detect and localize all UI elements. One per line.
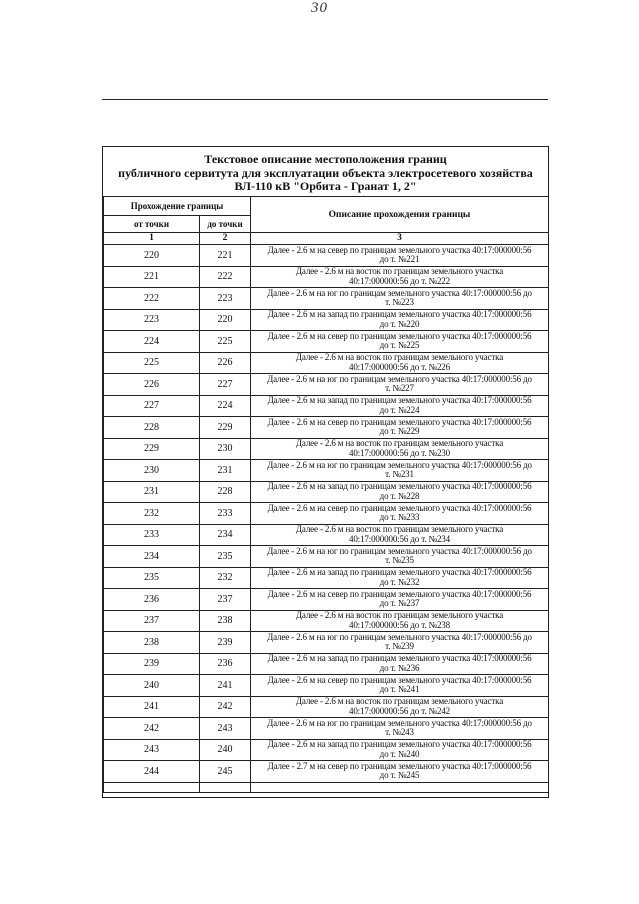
description-line-2: 40:17:000000:56 до т. №226 <box>348 361 451 372</box>
description-line-1: Далее - 2.6 м на запад по границам земельного участка 40:17:000000:56 <box>267 481 532 492</box>
to-point-cell: 235 <box>200 546 251 568</box>
description-line-2: до т. №237 <box>379 598 420 609</box>
description-cell <box>251 761 549 783</box>
description-cell <box>251 374 549 396</box>
description-line-1: Далее - 2.6 м на юг по границам земельного участка 40:17:000000:56 до <box>267 459 532 470</box>
description-line-2: т. №231 <box>385 469 414 480</box>
title-line-1: Текстовое описание местоположения границ <box>204 152 447 166</box>
description-line-2: т. №243 <box>385 727 414 738</box>
description-line-1: Далее - 2.6 м на север по границам земельного участка 40:17:000000:56 <box>267 588 532 599</box>
to-point-cell: 231 <box>200 460 251 482</box>
table-row <box>104 481 549 503</box>
description-cell <box>251 524 549 546</box>
description-line-1: Далее - 2.6 м на восток по границам земельного участка <box>295 610 504 621</box>
from-point-cell: 220 <box>104 245 200 267</box>
description-line-1: Далее - 2.6 м на запад по границам земельного участка 40:17:000000:56 <box>267 567 532 578</box>
description-cell <box>251 589 549 611</box>
description-line-1: Далее - 2.6 м на восток по границам земельного участка <box>295 266 504 277</box>
table-row <box>104 524 549 546</box>
column-number-3: 3 <box>251 233 549 245</box>
description-line-2: до т. №225 <box>379 340 420 351</box>
to-point-cell: 245 <box>200 761 251 783</box>
from-point-cell: 227 <box>104 395 200 417</box>
description-cell <box>251 331 549 353</box>
to-point-cell: 236 <box>200 653 251 675</box>
description-cell <box>251 610 549 632</box>
from-point-cell: 240 <box>104 675 200 697</box>
from-point-cell: 225 <box>104 352 200 374</box>
description-cell <box>251 417 549 439</box>
empty-cell <box>104 782 200 792</box>
empty-cell <box>200 782 251 792</box>
description-line-2: до т. №245 <box>379 770 420 781</box>
from-point-cell: 229 <box>104 438 200 460</box>
description-line-1: Далее - 2.6 м на юг по границам земельного участка 40:17:000000:56 до <box>267 287 532 298</box>
to-point-cell: 240 <box>200 739 251 761</box>
from-point-cell: 222 <box>104 288 200 310</box>
description-line-2: до т. №221 <box>379 254 420 265</box>
from-point-cell: 233 <box>104 524 200 546</box>
table-row <box>104 632 549 654</box>
from-point-cell: 226 <box>104 374 200 396</box>
description-line-1: Далее - 2.6 м на юг по границам земельного участка 40:17:000000:56 до <box>267 545 532 556</box>
header-to-point: до точки <box>200 216 251 233</box>
description-line-1: Далее - 2.6 м на юг по границам земельного участка 40:17:000000:56 до <box>267 631 532 642</box>
description-cell <box>251 718 549 740</box>
table-row <box>104 675 549 697</box>
to-point-cell: 223 <box>200 288 251 310</box>
from-point-cell: 241 <box>104 696 200 718</box>
description-line-1: Далее - 2.6 м на север по границам земельного участка 40:17:000000:56 <box>267 330 532 341</box>
from-point-cell: 242 <box>104 718 200 740</box>
from-point-cell: 235 <box>104 567 200 589</box>
to-point-cell: 220 <box>200 309 251 331</box>
description-line-1: Далее - 2.6 м на север по границам земельного участка 40:17:000000:56 <box>267 416 532 427</box>
description-line-2: т. №235 <box>385 555 414 566</box>
from-point-cell: 238 <box>104 632 200 654</box>
to-point-cell: 237 <box>200 589 251 611</box>
description-line-2: до т. №224 <box>379 404 420 415</box>
description-line-1: Далее - 2.6 м на запад по границам земельного участка 40:17:000000:56 <box>267 309 532 320</box>
from-point-cell: 228 <box>104 417 200 439</box>
column-number-2: 2 <box>200 233 251 245</box>
document-title <box>103 153 548 194</box>
from-point-cell: 236 <box>104 589 200 611</box>
description-line-2: до т. №232 <box>379 576 420 587</box>
description-line-2: 40:17:000000:56 до т. №222 <box>348 275 451 286</box>
description-line-1: Далее - 2.6 м на север по границам земельного участка 40:17:000000:56 <box>267 674 532 685</box>
description-line-2: до т. №220 <box>379 318 420 329</box>
table-row <box>104 417 549 439</box>
description-line-2: т. №239 <box>385 641 414 652</box>
to-point-cell: 222 <box>200 266 251 288</box>
page-number: 30 <box>311 0 328 16</box>
description-cell <box>251 696 549 718</box>
table-row <box>104 718 549 740</box>
description-line-1: Далее - 2.6 м на север по границам земельного участка 40:17:000000:56 <box>267 502 532 513</box>
to-point-cell: 228 <box>200 481 251 503</box>
table-row <box>104 288 549 310</box>
document-frame <box>102 146 549 798</box>
description-line-2: до т. №236 <box>379 662 420 673</box>
description-cell <box>251 460 549 482</box>
to-point-cell: 242 <box>200 696 251 718</box>
description-line-1: Далее - 2.6 м на восток по границам земельного участка <box>295 352 504 363</box>
description-line-2: 40:17:000000:56 до т. №234 <box>348 533 451 544</box>
description-line-1: Далее - 2.6 м на север по границам земельного участка 40:17:000000:56 <box>267 244 532 255</box>
description-line-2: 40:17:000000:56 до т. №238 <box>348 619 451 630</box>
boundary-table <box>103 196 549 793</box>
to-point-cell: 229 <box>200 417 251 439</box>
description-line-2: до т. №241 <box>379 684 420 695</box>
to-point-cell: 243 <box>200 718 251 740</box>
table-row <box>104 589 549 611</box>
title-line-2: публичного сервитута для эксплуатации объекта электросетевого хозяйства <box>118 165 533 180</box>
header-from-point: от точки <box>104 216 200 233</box>
top-divider <box>102 99 548 100</box>
from-point-cell: 234 <box>104 546 200 568</box>
description-line-2: до т. №229 <box>379 426 420 437</box>
from-point-cell: 221 <box>104 266 200 288</box>
table-row <box>104 309 549 331</box>
from-point-cell: 232 <box>104 503 200 525</box>
column-number-1: 1 <box>104 233 200 245</box>
to-point-cell: 226 <box>200 352 251 374</box>
description-cell <box>251 481 549 503</box>
to-point-cell: 238 <box>200 610 251 632</box>
description-line-1: Далее - 2.6 м на юг по границам земельного участка 40:17:000000:56 до <box>267 717 532 728</box>
table-row <box>104 438 549 460</box>
to-point-cell: 234 <box>200 524 251 546</box>
table-row <box>104 503 549 525</box>
description-cell <box>251 739 549 761</box>
to-point-cell: 225 <box>200 331 251 353</box>
description-line-2: 40:17:000000:56 до т. №242 <box>348 705 451 716</box>
from-point-cell: 230 <box>104 460 200 482</box>
from-point-cell: 239 <box>104 653 200 675</box>
table-body <box>104 245 549 793</box>
from-point-cell: 223 <box>104 309 200 331</box>
table-row <box>104 653 549 675</box>
description-line-2: т. №227 <box>385 383 414 394</box>
table-row <box>104 352 549 374</box>
description-cell <box>251 245 549 267</box>
table-row <box>104 331 549 353</box>
description-cell <box>251 503 549 525</box>
description-line-1: Далее - 2.6 м на восток по границам земельного участка <box>295 696 504 707</box>
to-point-cell: 230 <box>200 438 251 460</box>
description-line-1: Далее - 2.6 м на запад по границам земельного участка 40:17:000000:56 <box>267 395 532 406</box>
description-cell <box>251 352 549 374</box>
description-cell <box>251 653 549 675</box>
description-cell <box>251 266 549 288</box>
header-boundary-passage: Прохождение границы <box>104 197 251 216</box>
from-point-cell: 231 <box>104 481 200 503</box>
description-line-2: до т. №233 <box>379 512 420 523</box>
description-line-2: т. №223 <box>385 297 414 308</box>
table-row-empty <box>104 782 549 792</box>
description-cell <box>251 675 549 697</box>
title-line-3: ВЛ-110 кВ "Орбита - Гранат 1, 2" <box>234 179 417 193</box>
description-line-1: Далее - 2.6 м на запад по границам земельного участка 40:17:000000:56 <box>267 739 532 750</box>
description-line-1: Далее - 2.6 м на восток по границам земельного участка <box>295 524 504 535</box>
description-line-2: 40:17:000000:56 до т. №230 <box>348 447 451 458</box>
description-cell <box>251 632 549 654</box>
from-point-cell: 244 <box>104 761 200 783</box>
table-row <box>104 546 549 568</box>
description-line-1: Далее - 2.6 м на запад по границам земельного участка 40:17:000000:56 <box>267 653 532 664</box>
from-point-cell: 224 <box>104 331 200 353</box>
description-line-2: до т. №228 <box>379 490 420 501</box>
table-row <box>104 460 549 482</box>
to-point-cell: 232 <box>200 567 251 589</box>
description-line-2: до т. №240 <box>379 748 420 759</box>
description-cell <box>251 288 549 310</box>
table-row <box>104 374 549 396</box>
table-row <box>104 739 549 761</box>
description-line-1: Далее - 2.7 м на север по границам земельного участка 40:17:000000:56 <box>267 760 532 771</box>
to-point-cell: 239 <box>200 632 251 654</box>
table-row <box>104 395 549 417</box>
description-cell <box>251 395 549 417</box>
header-description: Описание прохождения границы <box>251 197 549 233</box>
to-point-cell: 233 <box>200 503 251 525</box>
to-point-cell: 241 <box>200 675 251 697</box>
table-row <box>104 696 549 718</box>
table-row <box>104 610 549 632</box>
description-cell <box>251 546 549 568</box>
to-point-cell: 224 <box>200 395 251 417</box>
from-point-cell: 237 <box>104 610 200 632</box>
description-cell <box>251 567 549 589</box>
from-point-cell: 243 <box>104 739 200 761</box>
table-row <box>104 245 549 267</box>
description-cell <box>251 309 549 331</box>
to-point-cell: 221 <box>200 245 251 267</box>
to-point-cell: 227 <box>200 374 251 396</box>
empty-cell <box>251 782 549 792</box>
description-cell <box>251 438 549 460</box>
table-row <box>104 567 549 589</box>
description-line-1: Далее - 2.6 м на юг по границам земельного участка 40:17:000000:56 до <box>267 373 532 384</box>
description-line-1: Далее - 2.6 м на восток по границам земельного участка <box>295 438 504 449</box>
table-row <box>104 266 549 288</box>
table-row <box>104 761 549 783</box>
